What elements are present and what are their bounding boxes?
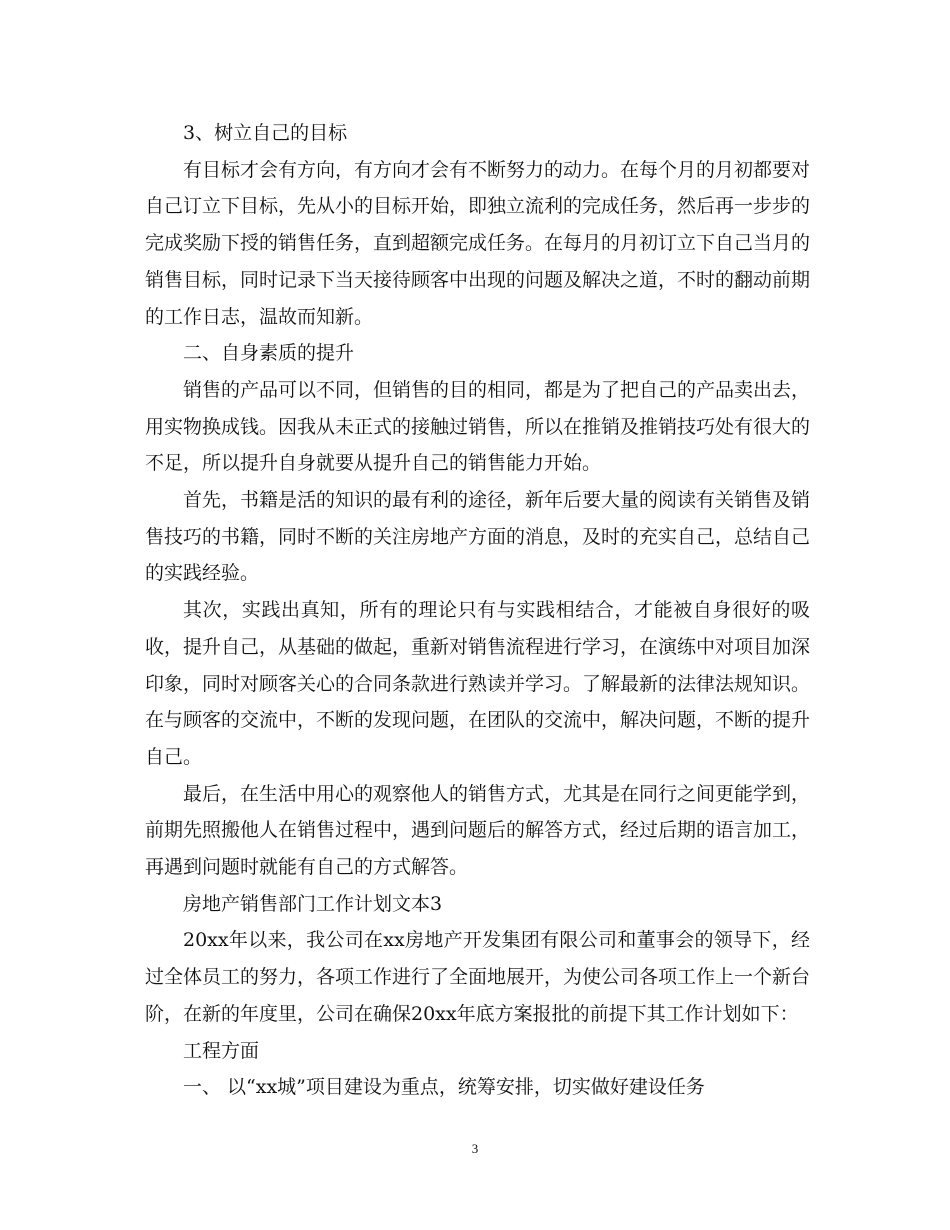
document-body [145, 115, 810, 1106]
paragraph-company-overview: 20xx年以来，我公司在xx房地产开发集团有限公司和董事会的领导下，经过全体员工的努力，各项工作进行了全面地展开，为使公司各项工作上一个新台阶，在新的年度里，公司在确保20xx年底方案报批的前提下其工作计划如下： [145, 929, 811, 1025]
paragraph-first-books: 首先，书籍是活的知识的最有利的途径，新年后要大量的阅读有关销售及销售技巧的书籍，同时不断的关注房地产方面的消息，及时的充实自己，总结自己的实践经验。 [145, 489, 811, 585]
heading-engineering: 工程方面 [183, 1039, 260, 1062]
section-title-plan-3: 房地产销售部门工作计划文本3 [183, 892, 443, 915]
page-number: 3 [471, 1141, 479, 1156]
paragraph-sales-ability: 销售的产品可以不同，但销售的目的相同，都是为了把自己的产品卖出去，用实物换成钱。因我从未正式的接触过销售，所以在推销及推销技巧处有很大的不足，所以提升自身就要从提升自己的销售能力开始。 [145, 378, 811, 475]
paragraph-last-observe: 最后，在生活中用心的观察他人的销售方式，尤其是在同行之间更能学到，前期先照搬他人在销售过程中，遇到问题后的解答方式，经过后期的语言加工，再遇到问题时就能有自己的方式解答。 [145, 782, 811, 879]
paragraph-goals: 有目标才会有方向，有方向才会有不断努力的动力。在每个月的月初都要对自己订立下目标，先从小的目标开始，即独立流利的完成任务，然后再一步步的完成奖励下授的销售任务，直到超额完成任务。在每月的月初订立下自己当月的销售目标，同时记录下当天接待顾客中出现的问题及解决之道，不时的翻动前期的工作日志，温故而知新。 [145, 158, 811, 328]
paragraph-second-practice: 其次，实践出真知，所有的理论只有与实践相结合，才能被自身很好的吸收，提升自己，从基础的做起，重新对销售流程进行学习，在演练中对项目加深印象，同时对顾客关心的合同条款进行熟读并学习。了解最新的法律法规知识。在与顾客的交流中，不断的发现问题，在团队的交流中，解决问题，不断的提升自己。 [145, 599, 811, 768]
heading-self-improvement: 二、自身素质的提升 [183, 342, 355, 365]
list-item-project-focus: 一、 以“xx城”项目建设为重点，统筹安排，切实做好建设任务 [183, 1076, 705, 1099]
heading-set-goals: 3、树立自己的目标 [183, 122, 348, 144]
